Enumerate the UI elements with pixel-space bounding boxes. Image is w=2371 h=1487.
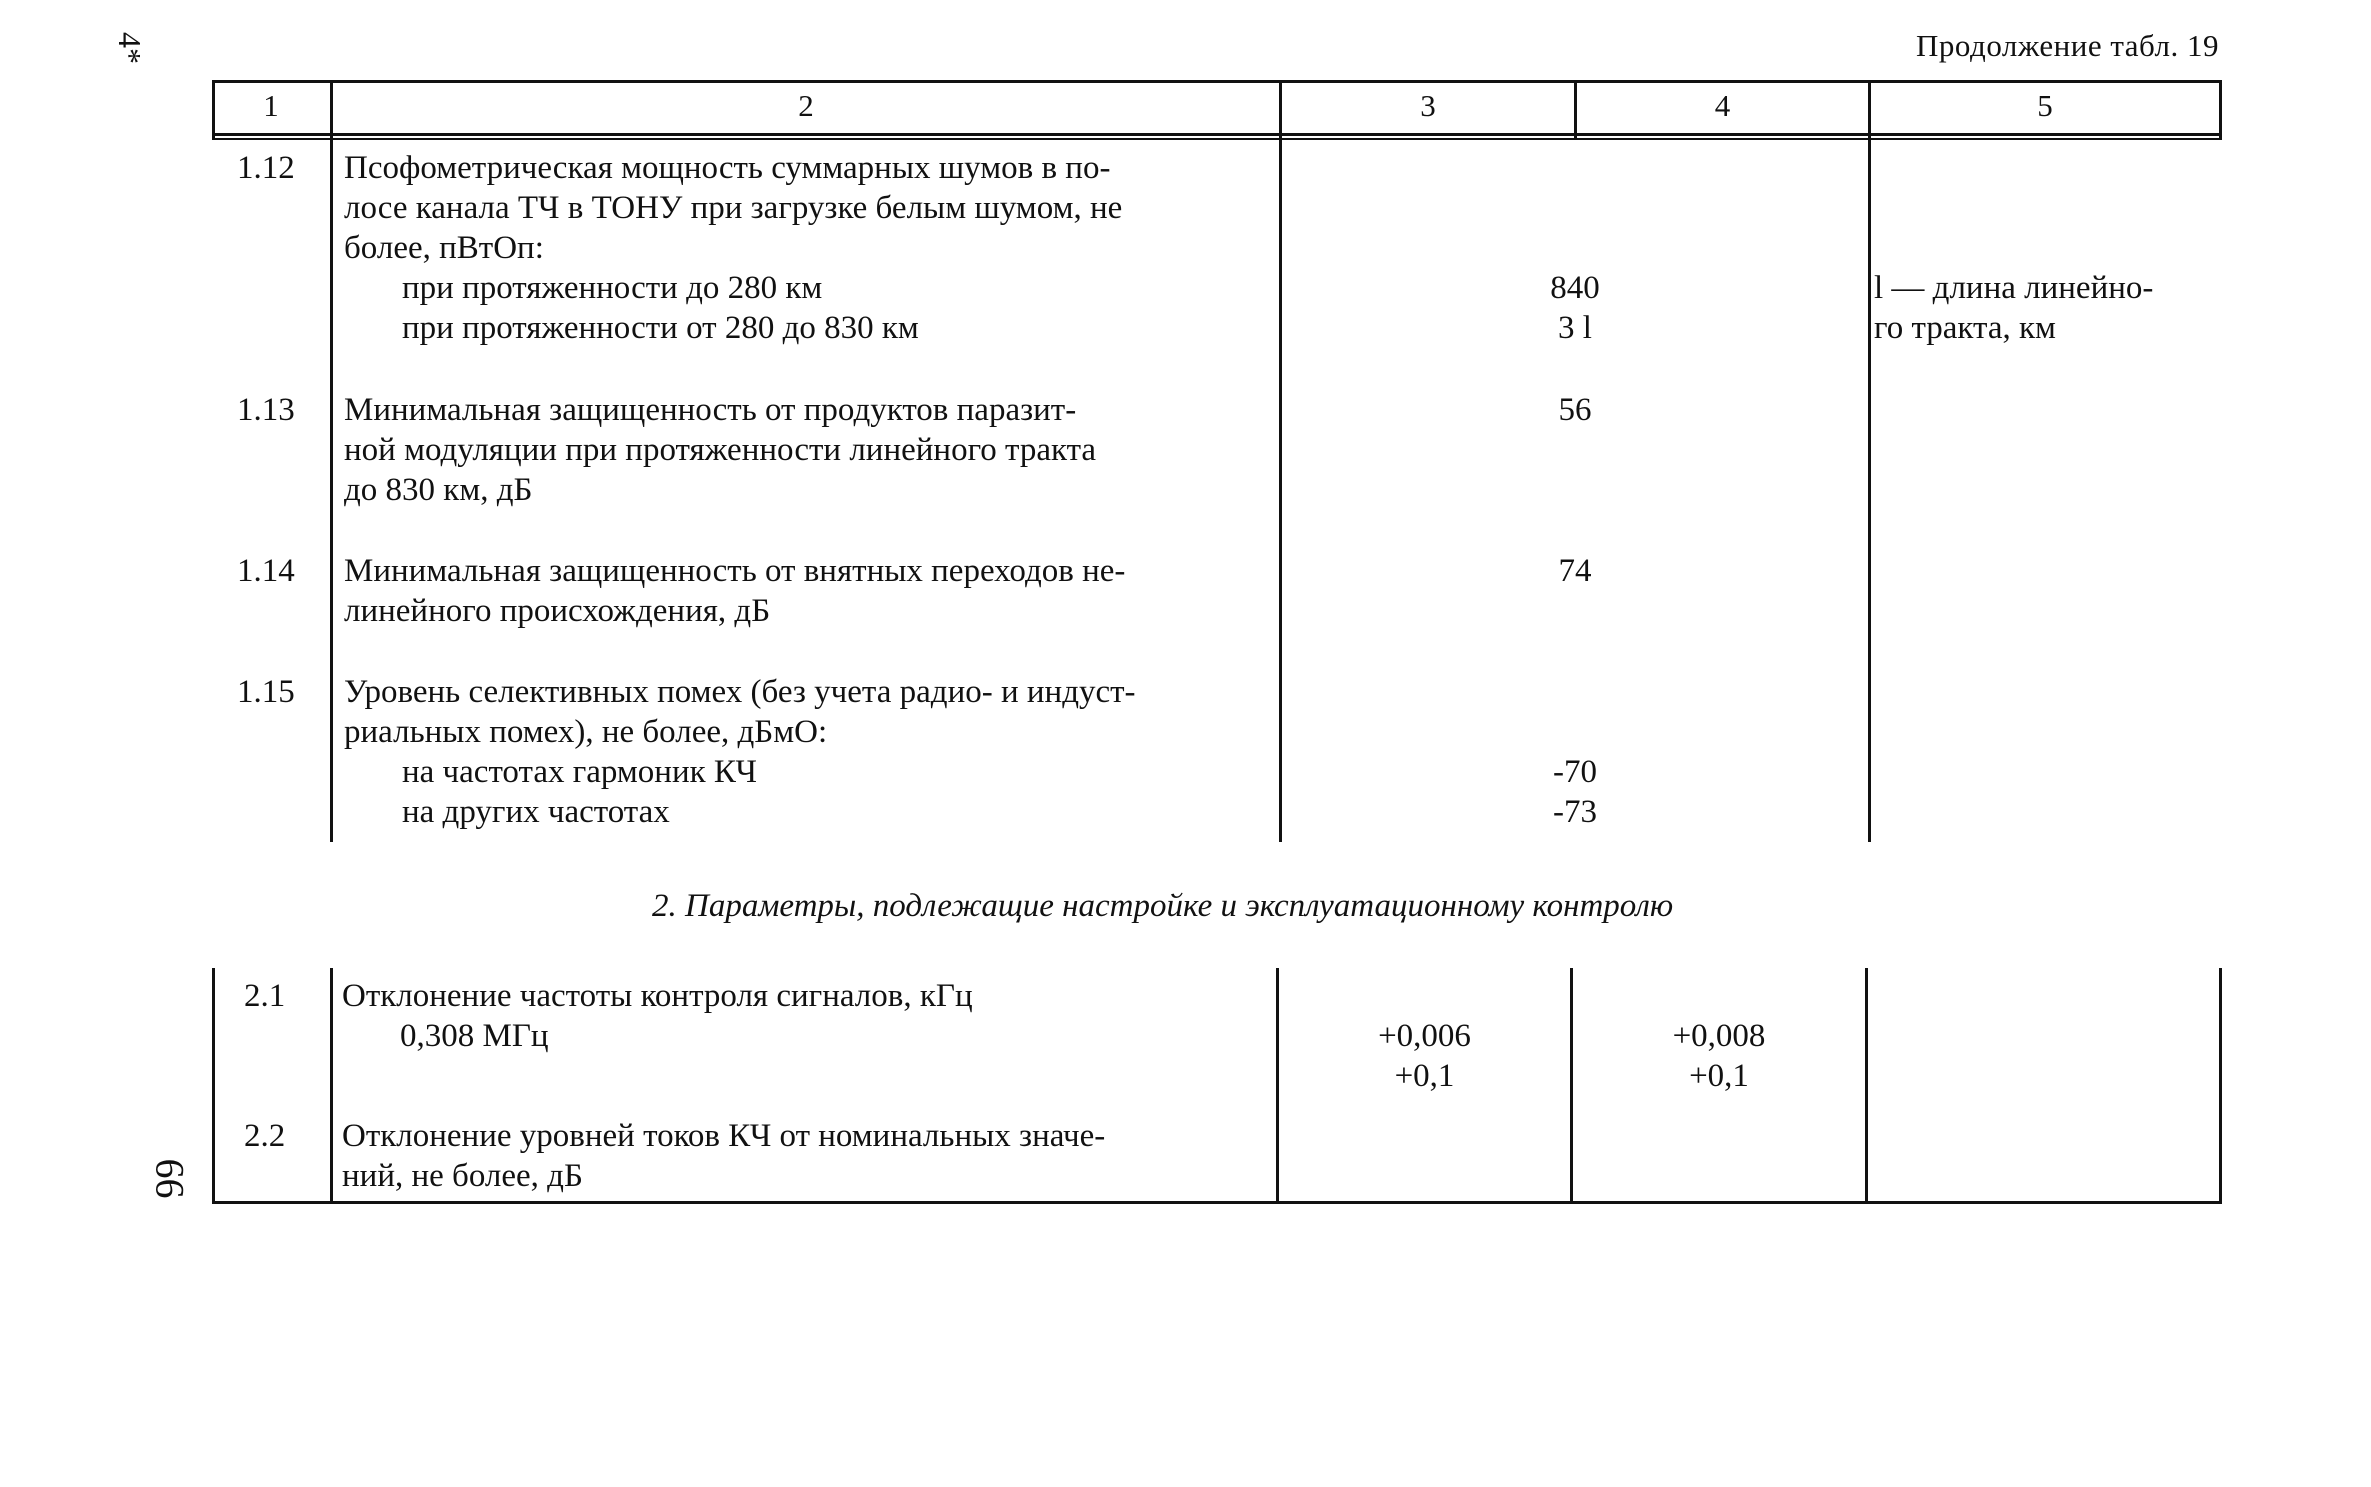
row-value: -70 (1553, 754, 1597, 790)
row-value-col3: +0,1 (1394, 1058, 1455, 1094)
col1-divider-s1 (330, 140, 333, 842)
row-value-col4: +0,1 (1689, 1058, 1749, 1094)
row-value: 56 (1558, 392, 1592, 428)
table-continuation-label: Продолжение табл. 19 (1916, 28, 2219, 63)
margin-mark: 4* (112, 32, 148, 64)
row-text-line: Псофометрическая мощность суммарных шумов в по- (344, 150, 1111, 186)
table-top-border (212, 80, 2222, 83)
row-text-line: более, пВтОп: (344, 230, 544, 266)
parameters-table (212, 80, 2222, 1204)
row-number: 2.2 (244, 1118, 286, 1154)
row-sub-label: на других частотах (402, 794, 670, 830)
header-right-border (2219, 80, 2222, 140)
header-col-2: 2 (798, 88, 814, 123)
row-value: 840 (1550, 270, 1600, 306)
col4-divider-s1 (1868, 140, 1871, 842)
row-number: 1.13 (237, 392, 295, 428)
row-text-line: Минимальная защищенность от продуктов паразит- (344, 392, 1077, 428)
table-bottom-border (212, 1201, 2222, 1204)
row-value: 74 (1558, 553, 1592, 589)
col1-divider-s2 (330, 968, 333, 1204)
row-sub-label: при протяженности до 280 км (402, 270, 823, 306)
row-value-col4: +0,008 (1672, 1018, 1766, 1054)
right-border-s2 (2219, 968, 2222, 1204)
row-value: 3 l (1558, 310, 1592, 346)
row-text-line: ний, не более, дБ (342, 1158, 583, 1194)
section-2-title: 2. Параметры, подлежащие настройке и эксплуатационному контролю (652, 888, 1674, 924)
row-text-line: Отклонение уровней токов КЧ от номинальных значе- (342, 1118, 1106, 1154)
row-text-line: до 830 км, дБ (344, 472, 533, 508)
col2-divider-s1 (1279, 140, 1282, 842)
col4-divider-s2 (1865, 968, 1868, 1204)
row-sub-label: 0,308 МГц (400, 1018, 549, 1054)
row-note: го тракта, км (1874, 310, 2056, 346)
row-value-col3: +0,006 (1378, 1018, 1471, 1054)
header-col-4: 4 (1714, 88, 1731, 123)
row-text-line: лосе канала ТЧ в ТОНУ при загрузке белым шумом, не (344, 190, 1123, 226)
header-col-1: 1 (263, 88, 279, 123)
row-text-line: линейного происхождения, дБ (344, 593, 771, 629)
row-number: 1.15 (237, 674, 295, 710)
row-number: 2.1 (244, 978, 286, 1014)
header-bottom-border (212, 133, 2222, 136)
row-text-line: ной модуляции при протяженности линейного тракта (344, 432, 1097, 468)
page-number: 66 (147, 1158, 193, 1199)
row-sub-label: на частотах гармоник КЧ (402, 754, 757, 790)
row-note: l — длина линейно- (1874, 270, 2154, 306)
header-col-5: 5 (2037, 88, 2053, 123)
header-bottom-border-2 (212, 138, 2222, 140)
row-number: 1.12 (237, 150, 295, 186)
row-value: -73 (1553, 794, 1597, 830)
header-col-3: 3 (1420, 88, 1436, 123)
left-border-s2 (212, 968, 215, 1204)
row-text-line: риальных помех), не более, дБмО: (344, 714, 828, 750)
row-text-line: Уровень селективных помех (без учета радио- и индуст- (344, 674, 1136, 710)
row-sub-label: при протяженности от 280 до 830 км (402, 310, 919, 346)
row-text-line: Отклонение частоты контроля сигналов, кГц (342, 978, 973, 1014)
row-text-line: Минимальная защищенность от внятных переходов не- (344, 553, 1126, 589)
row-number: 1.14 (237, 553, 295, 589)
